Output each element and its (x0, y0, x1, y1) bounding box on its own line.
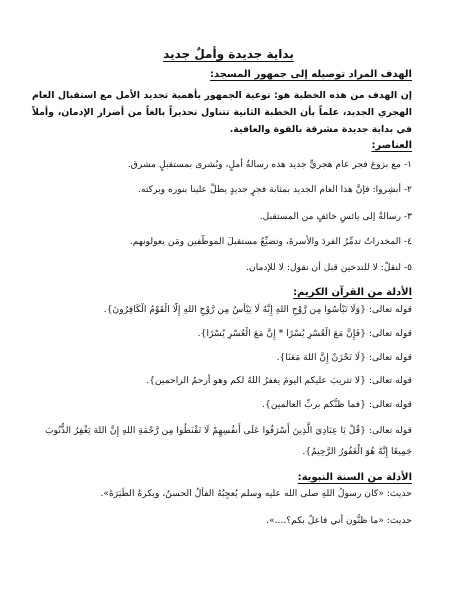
element-item-2: ٢- أبشِروا: فإنَّ هذا العام الجديد بمثابة فجرٍ جديدٍ يطلُّ علينا بنوره وبركته. (138, 184, 412, 195)
quran-item-6: قوله تعالى: {قُلْ يَا عِبَادِيَ الَّذِينَ أَسْرَفُوا عَلَى أَنفُسِهِمْ لَا تَقْنَطُوا مِن رَّحْمَةِ اللهِ إِنَّ اللهَ يَغْفِرُ الذُّنُوبَ جَمِيعًا إِنَّهُ هُوَ الْغَفُورُ الرَّحِيمُ}. (44, 425, 412, 457)
element-item-5: ٥- لنقلْ: لا للتدخين قبل أن نقول: لا للإدمان. (246, 262, 412, 273)
sunnah-heading: الأدلة من السنة النبوية: (297, 472, 412, 483)
page-title: بداية جديدة وأملٌ جديد (163, 47, 294, 61)
quran-item-2: قوله تعالى: {فَإِنَّ مَعَ الْعُسْرِ يُسْرًا * إِنَّ مَعَ الْعُسْرِ يُسْرًا}. (197, 328, 412, 339)
goal-text: إن الهدف من هذه الخطبة هو: توعية الجمهور بأهمية تجديد الأمل مع استقبال العام الهجري الجديد، علماً بأن الخطبة الثانية تتناول تحذيراً بالغاً من أضرار الإدمان، وأملاً في بداية جديدة مشرقة بالقوة والعافية. (32, 90, 412, 135)
goal-heading: الهدف المراد توصيله إلى جمهور المسجد: (209, 69, 412, 80)
quran-heading: الأدلة من القرآن الكريم: (293, 287, 412, 298)
quran-item-1: قوله تعالى: {وَلَا تَيْأَسُوا مِن رَّوْحِ اللهِ إِنَّهُ لَا يَيْأَسُ مِن رَّوْحِ اللهِ إِلَّا الْقَوْمُ الْكَافِرُونَ}. (103, 304, 412, 315)
elements-heading: العناصر: (371, 140, 412, 151)
quran-item-3: قوله تعالى: {لَا تَحْزَنْ إِنَّ اللهَ مَعَنَا}. (276, 352, 412, 363)
element-item-1: ١- مع بزوغ فجر عام هجريٍّ جديد هذه رسالةُ أملٍ، وبُشرى بمستقبلٍ مشرق. (127, 159, 412, 170)
quran-item-5: قوله تعالى: {فما ظنُّكم بربِّ العالمين}. (262, 399, 412, 410)
sunnah-item-1: حديث: «كان رسولُ اللهِ صلى الله عليه وسلم يُعجِبُهُ الفألُ الحسنُ، ويكرهُ الطِّيَرَةَ». (100, 488, 412, 499)
element-item-3: ٣- رسالةٌ إلى يائسٍ خائفٍ من المستقبل. (259, 211, 412, 222)
element-item-4: ٤- المخدراتُ تدمِّرُ الفردَ والأسرةَ، وتضيِّعُ مستقبلَ الموظَّفين ومَن يعولونهم. (129, 236, 412, 247)
sunnah-item-2: حديث: «ما ظنُّون أني فاعلٌ بكم؟....». (266, 515, 412, 526)
quran-item-4: قوله تعالى: {لا تثريبَ عليكم اليومَ يغفرُ اللهُ لكم وهو أرحمُ الراحمين}. (146, 375, 412, 386)
